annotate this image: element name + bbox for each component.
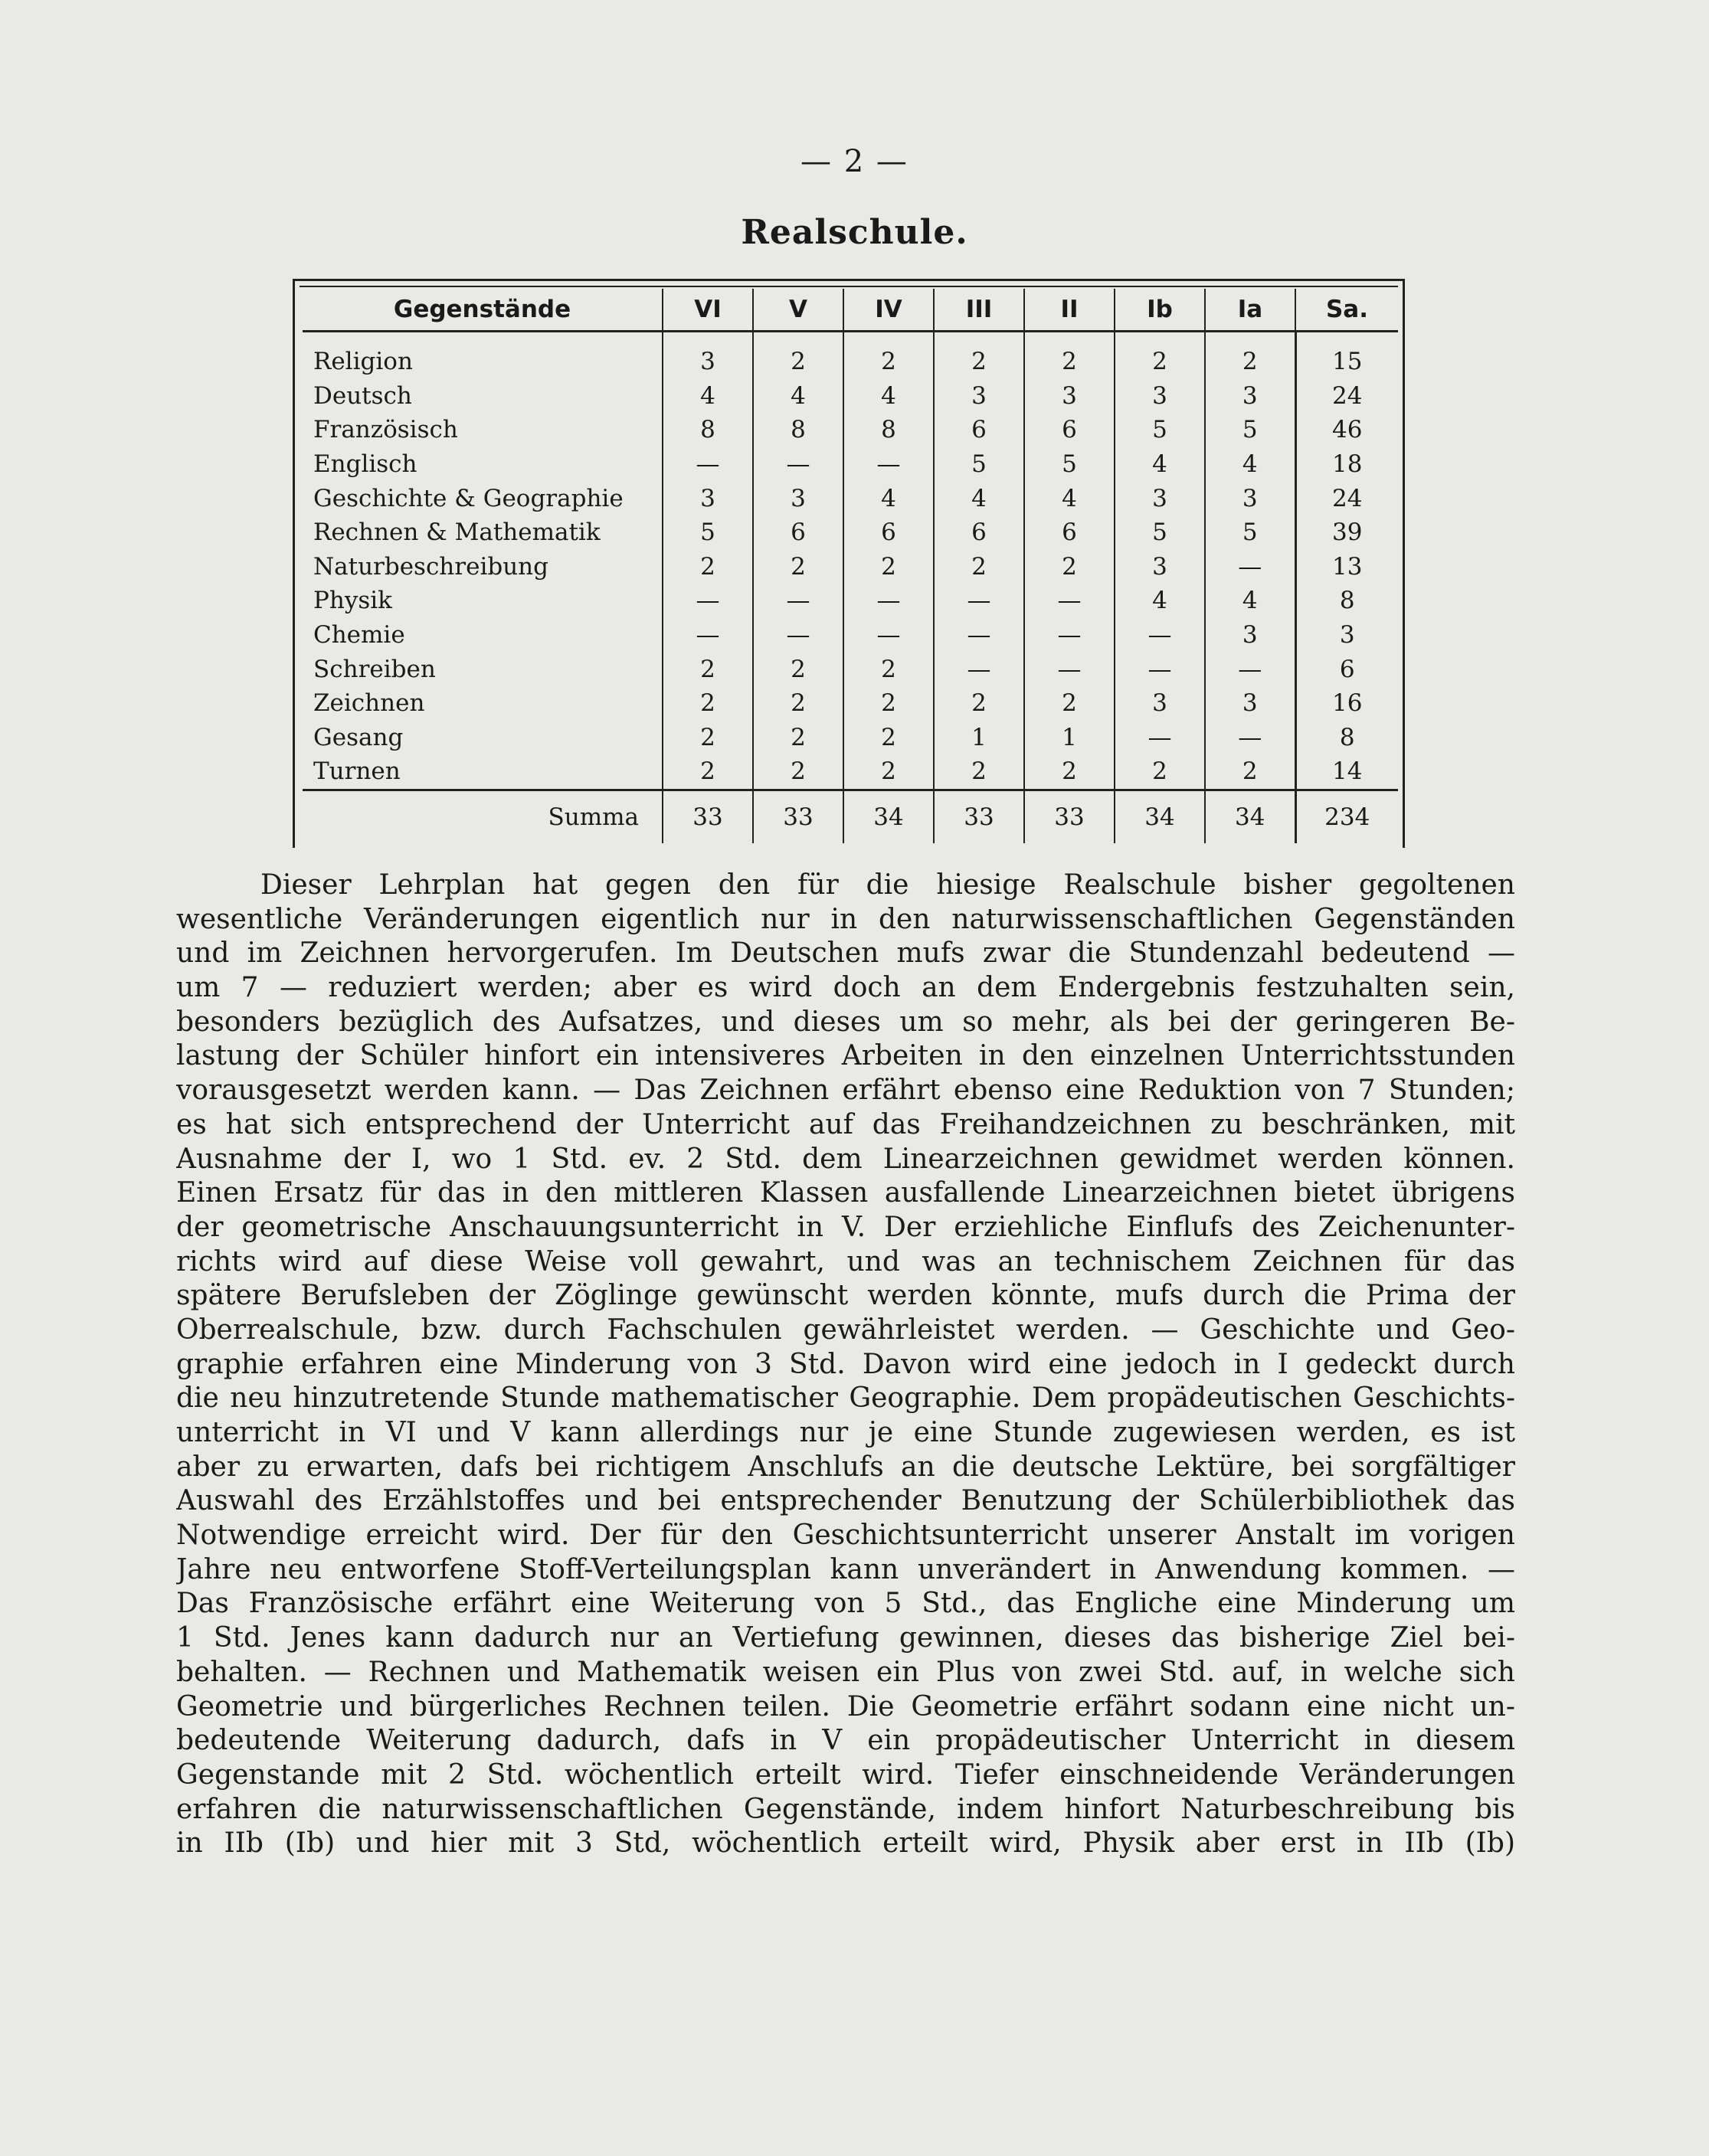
hours-cell: 5 bbox=[1205, 515, 1295, 550]
subject-cell: Deutsch bbox=[303, 379, 663, 414]
hours-cell: 1 bbox=[1024, 721, 1115, 755]
text-line: wesentliche Veränderungen eigentlich nur in den naturwissenschaftlichen Gegenständen bbox=[176, 903, 1515, 935]
sum-cell: 34 bbox=[1115, 790, 1205, 843]
hours-cell: 2 bbox=[843, 550, 934, 584]
text-line: Jahre neu entworfene Stoff-Verteilungsplan kann unverändert in Anwendung kommen. — bbox=[176, 1553, 1515, 1585]
hours-cell: 6 bbox=[843, 515, 934, 550]
column-header-class: Ib bbox=[1115, 289, 1205, 332]
hours-cell: 2 bbox=[663, 652, 753, 686]
hours-cell: 6 bbox=[753, 515, 843, 550]
text-line: Ausnahme der I, wo 1 Std. ev. 2 Std. dem Linearzeichnen gewidmet werden können. bbox=[176, 1143, 1515, 1175]
column-header-class: V bbox=[753, 289, 843, 332]
hours-cell: 2 bbox=[1205, 332, 1295, 379]
table-row bbox=[303, 754, 1398, 790]
text-line: behalten. — Rechnen und Mathematik weisen ein Plus von zwei Std. auf, in welche sich bbox=[176, 1656, 1515, 1688]
hours-cell: — bbox=[1024, 618, 1115, 653]
sum-cell: 33 bbox=[753, 790, 843, 843]
total-cell: 15 bbox=[1295, 332, 1398, 379]
grand-total-cell: 234 bbox=[1295, 790, 1398, 843]
text-line: Notwendige erreicht wird. Der für den Geschichtsunterricht unserer Anstalt im vorigen bbox=[176, 1520, 1515, 1552]
hours-cell: 1 bbox=[934, 721, 1024, 755]
hours-cell: 4 bbox=[843, 481, 934, 515]
hours-cell: 5 bbox=[1024, 447, 1115, 482]
hours-cell: 2 bbox=[1115, 754, 1205, 790]
hours-cell: 5 bbox=[663, 515, 753, 550]
hours-cell: — bbox=[753, 618, 843, 653]
hours-cell: 4 bbox=[663, 379, 753, 414]
hours-cell: 5 bbox=[1115, 413, 1205, 447]
body-paragraph bbox=[176, 869, 1515, 1861]
hours-cell: 2 bbox=[1024, 332, 1115, 379]
hours-cell: 2 bbox=[663, 686, 753, 721]
text-line: besonders bezüglich des Aufsatzes, und dieses um so mehr, als bei der geringeren Be- bbox=[176, 1006, 1515, 1038]
hours-cell: 4 bbox=[934, 481, 1024, 515]
hours-cell: 2 bbox=[843, 652, 934, 686]
curriculum-table bbox=[303, 289, 1398, 843]
hours-cell: — bbox=[1024, 584, 1115, 618]
total-cell: 46 bbox=[1295, 413, 1398, 447]
hours-cell: 3 bbox=[1205, 618, 1295, 653]
text-line: Gegenstande mit 2 Std. wöchentlich erteilt wird. Tiefer einschneidende Veränderungen bbox=[176, 1758, 1515, 1791]
table-body bbox=[303, 332, 1398, 843]
table-row bbox=[303, 584, 1398, 618]
subject-cell: Französisch bbox=[303, 413, 663, 447]
hours-cell: 3 bbox=[1024, 379, 1115, 414]
text-line: lastung der Schüler hinfort ein intensiveres Arbeiten in den einzelnen Unterrichtsstunden bbox=[176, 1040, 1515, 1072]
sum-cell: 33 bbox=[934, 790, 1024, 843]
sum-cell: 33 bbox=[663, 790, 753, 843]
page-number: — 2 — bbox=[800, 144, 909, 179]
hours-cell: — bbox=[753, 447, 843, 482]
hours-cell: 6 bbox=[934, 515, 1024, 550]
hours-cell: 4 bbox=[1205, 447, 1295, 482]
text-line: der geometrische Anschauungsunterricht in V. Der erziehliche Einflufs des Zeichenunter- bbox=[176, 1211, 1515, 1243]
hours-cell: 2 bbox=[843, 686, 934, 721]
hours-cell: 3 bbox=[934, 379, 1024, 414]
text-line: bedeutende Weiterung dadurch, dafs in V ein propädeutischer Unterricht in diesem bbox=[176, 1725, 1515, 1757]
hours-cell: — bbox=[1024, 652, 1115, 686]
subject-cell: Gesang bbox=[303, 721, 663, 755]
table-row bbox=[303, 686, 1398, 721]
text-line: die neu hinzutretende Stunde mathematischer Geographie. Dem propädeutischen Geschichts- bbox=[176, 1382, 1515, 1415]
text-line: Oberrealschule, bzw. durch Fachschulen gewährleistet werden. — Geschichte und Geo- bbox=[176, 1314, 1515, 1346]
subject-cell: Englisch bbox=[303, 447, 663, 482]
column-header-total: Sa. bbox=[1295, 289, 1398, 332]
hours-cell: 3 bbox=[663, 332, 753, 379]
sum-cell: 34 bbox=[843, 790, 934, 843]
hours-cell: — bbox=[663, 584, 753, 618]
text-line: unterricht in VI und V kann allerdings nur je eine Stunde zugewiesen werden, es ist bbox=[176, 1417, 1515, 1448]
hours-cell: 6 bbox=[934, 413, 1024, 447]
column-header-class: III bbox=[934, 289, 1024, 332]
hours-cell: 4 bbox=[1205, 584, 1295, 618]
hours-cell: — bbox=[843, 447, 934, 482]
text-line: richts wird auf diese Weise voll gewahrt, und was an technischem Zeichnen für das bbox=[176, 1245, 1515, 1278]
hours-cell: — bbox=[1205, 550, 1295, 584]
hours-cell: 4 bbox=[843, 379, 934, 414]
hours-cell: — bbox=[1205, 721, 1295, 755]
total-cell: 39 bbox=[1295, 515, 1398, 550]
subject-cell: Zeichnen bbox=[303, 686, 663, 721]
subject-cell: Religion bbox=[303, 332, 663, 379]
text-line: und im Zeichnen hervorgerufen. Im Deutschen mufs zwar die Stundenzahl bedeutend — bbox=[176, 937, 1515, 970]
hours-cell: 4 bbox=[1115, 447, 1205, 482]
hours-cell: 3 bbox=[753, 481, 843, 515]
hours-cell: 2 bbox=[1024, 550, 1115, 584]
total-cell: 24 bbox=[1295, 481, 1398, 515]
hours-cell: 2 bbox=[1024, 686, 1115, 721]
hours-cell: — bbox=[663, 447, 753, 482]
text-line: graphie erfahren eine Minderung von 3 Std. Davon wird eine jedoch in I gedeckt durch bbox=[176, 1348, 1515, 1380]
hours-cell: — bbox=[1115, 652, 1205, 686]
hours-cell: — bbox=[934, 652, 1024, 686]
text-line: aber zu erwarten, dafs bei richtigem Anschlufs an die deutsche Lektüre, bei sorgfältiger bbox=[176, 1451, 1515, 1483]
hours-cell: 2 bbox=[663, 721, 753, 755]
text-line: Das Französische erfährt eine Weiterung von 5 Std., das Engliche eine Minderung um bbox=[176, 1588, 1515, 1620]
text-line: Dieser Lehrplan hat gegen den für die hiesige Realschule bisher gegoltenen bbox=[260, 869, 1515, 901]
hours-cell: — bbox=[1115, 721, 1205, 755]
sum-label: Summa bbox=[303, 790, 663, 843]
total-cell: 13 bbox=[1295, 550, 1398, 584]
column-header-class: IV bbox=[843, 289, 934, 332]
total-cell: 16 bbox=[1295, 686, 1398, 721]
total-cell: 24 bbox=[1295, 379, 1398, 414]
column-header-subject: Gegenstände bbox=[303, 289, 663, 332]
table-row bbox=[303, 447, 1398, 482]
subject-cell: Physik bbox=[303, 584, 663, 618]
subject-cell: Schreiben bbox=[303, 652, 663, 686]
hours-cell: 2 bbox=[843, 721, 934, 755]
hours-cell: — bbox=[934, 584, 1024, 618]
subject-cell: Chemie bbox=[303, 618, 663, 653]
hours-cell: 2 bbox=[1205, 754, 1295, 790]
hours-cell: 5 bbox=[934, 447, 1024, 482]
total-cell: 18 bbox=[1295, 447, 1398, 482]
text-line: Geometrie und bürgerliches Rechnen teilen. Die Geometrie erfährt sodann eine nicht un- bbox=[176, 1690, 1515, 1723]
hours-cell: 5 bbox=[1115, 515, 1205, 550]
hours-cell: 8 bbox=[843, 413, 934, 447]
hours-cell: 3 bbox=[1115, 481, 1205, 515]
sum-cell: 33 bbox=[1024, 790, 1115, 843]
hours-cell: — bbox=[663, 618, 753, 653]
text-line: spätere Berufsleben der Zöglinge gewünscht werden könnte, mufs durch die Prima der bbox=[176, 1280, 1515, 1312]
hours-cell: — bbox=[1205, 652, 1295, 686]
hours-cell: 2 bbox=[753, 550, 843, 584]
hours-cell: 2 bbox=[934, 686, 1024, 721]
hours-cell: 2 bbox=[934, 332, 1024, 379]
text-line: vorausgesetzt werden kann. — Das Zeichnen erfährt ebenso eine Reduktion von 7 Stunden; bbox=[176, 1075, 1515, 1107]
table-row bbox=[303, 332, 1398, 379]
total-cell: 8 bbox=[1295, 584, 1398, 618]
page-title: Realschule. bbox=[741, 213, 968, 252]
hours-cell: 5 bbox=[1205, 413, 1295, 447]
hours-cell: 2 bbox=[753, 332, 843, 379]
hours-cell: — bbox=[934, 618, 1024, 653]
hours-cell: 3 bbox=[1205, 481, 1295, 515]
text-line: erfahren die naturwissenschaftlichen Gegenstände, indem hinfort Naturbeschreibung bis bbox=[176, 1793, 1515, 1825]
hours-cell: 2 bbox=[753, 686, 843, 721]
hours-cell: 3 bbox=[663, 481, 753, 515]
hours-cell: 6 bbox=[1024, 515, 1115, 550]
subject-cell: Geschichte & Geographie bbox=[303, 481, 663, 515]
hours-cell: 3 bbox=[1115, 686, 1205, 721]
hours-cell: 3 bbox=[1205, 379, 1295, 414]
column-header-class: Ia bbox=[1205, 289, 1295, 332]
table-row bbox=[303, 379, 1398, 414]
hours-cell: 2 bbox=[934, 550, 1024, 584]
subject-cell: Turnen bbox=[303, 754, 663, 790]
text-line: Auswahl des Erzählstoffes und bei entsprechender Benutzung der Schülerbibliothek das bbox=[176, 1485, 1515, 1517]
hours-cell: — bbox=[843, 584, 934, 618]
text-line: es hat sich entsprechend der Unterricht auf das Freihandzeichnen zu beschränken, mit bbox=[176, 1108, 1515, 1140]
hours-cell: 2 bbox=[753, 652, 843, 686]
table-row bbox=[303, 721, 1398, 755]
hours-cell: 3 bbox=[1115, 550, 1205, 584]
hours-cell: 2 bbox=[843, 332, 934, 379]
column-header-class: VI bbox=[663, 289, 753, 332]
hours-cell: 4 bbox=[1115, 584, 1205, 618]
total-cell: 6 bbox=[1295, 652, 1398, 686]
hours-cell: 6 bbox=[1024, 413, 1115, 447]
total-cell: 14 bbox=[1295, 754, 1398, 790]
table-row bbox=[303, 550, 1398, 584]
total-cell: 3 bbox=[1295, 618, 1398, 653]
hours-cell: — bbox=[753, 584, 843, 618]
hours-cell: — bbox=[843, 618, 934, 653]
table-header-row bbox=[303, 289, 1398, 332]
hours-cell: 2 bbox=[1024, 754, 1115, 790]
curriculum-table-frame bbox=[293, 279, 1405, 848]
hours-cell: — bbox=[1115, 618, 1205, 653]
sum-row bbox=[303, 790, 1398, 843]
table-row bbox=[303, 652, 1398, 686]
table-row bbox=[303, 413, 1398, 447]
column-header-class: II bbox=[1024, 289, 1115, 332]
text-line: um 7 — reduziert werden; aber es wird doch an dem Endergebnis festzuhalten sein, bbox=[176, 972, 1515, 1004]
hours-cell: 8 bbox=[753, 413, 843, 447]
hours-cell: 4 bbox=[753, 379, 843, 414]
sum-cell: 34 bbox=[1205, 790, 1295, 843]
subject-cell: Naturbeschreibung bbox=[303, 550, 663, 584]
hours-cell: 3 bbox=[1115, 379, 1205, 414]
text-line: Einen Ersatz für das in den mittleren Klassen ausfallende Linearzeichnen bietet übrigens bbox=[176, 1177, 1515, 1209]
hours-cell: 2 bbox=[843, 754, 934, 790]
table-row bbox=[303, 515, 1398, 550]
subject-cell: Rechnen & Mathematik bbox=[303, 515, 663, 550]
hours-cell: 2 bbox=[663, 754, 753, 790]
total-cell: 8 bbox=[1295, 721, 1398, 755]
hours-cell: 2 bbox=[753, 721, 843, 755]
table-row bbox=[303, 481, 1398, 515]
hours-cell: 2 bbox=[1115, 332, 1205, 379]
hours-cell: 3 bbox=[1205, 686, 1295, 721]
text-line: 1 Std. Jenes kann dadurch nur an Vertiefung gewinnen, dieses das bisherige Ziel bei- bbox=[176, 1622, 1515, 1654]
hours-cell: 2 bbox=[663, 550, 753, 584]
hours-cell: 8 bbox=[663, 413, 753, 447]
table-row bbox=[303, 618, 1398, 653]
hours-cell: 2 bbox=[934, 754, 1024, 790]
hours-cell: 4 bbox=[1024, 481, 1115, 515]
hours-cell: 2 bbox=[753, 754, 843, 790]
text-line: in IIb (Ib) und hier mit 3 Std, wöchentlich erteilt wird, Physik aber erst in IIb (Ib) bbox=[176, 1827, 1515, 1860]
